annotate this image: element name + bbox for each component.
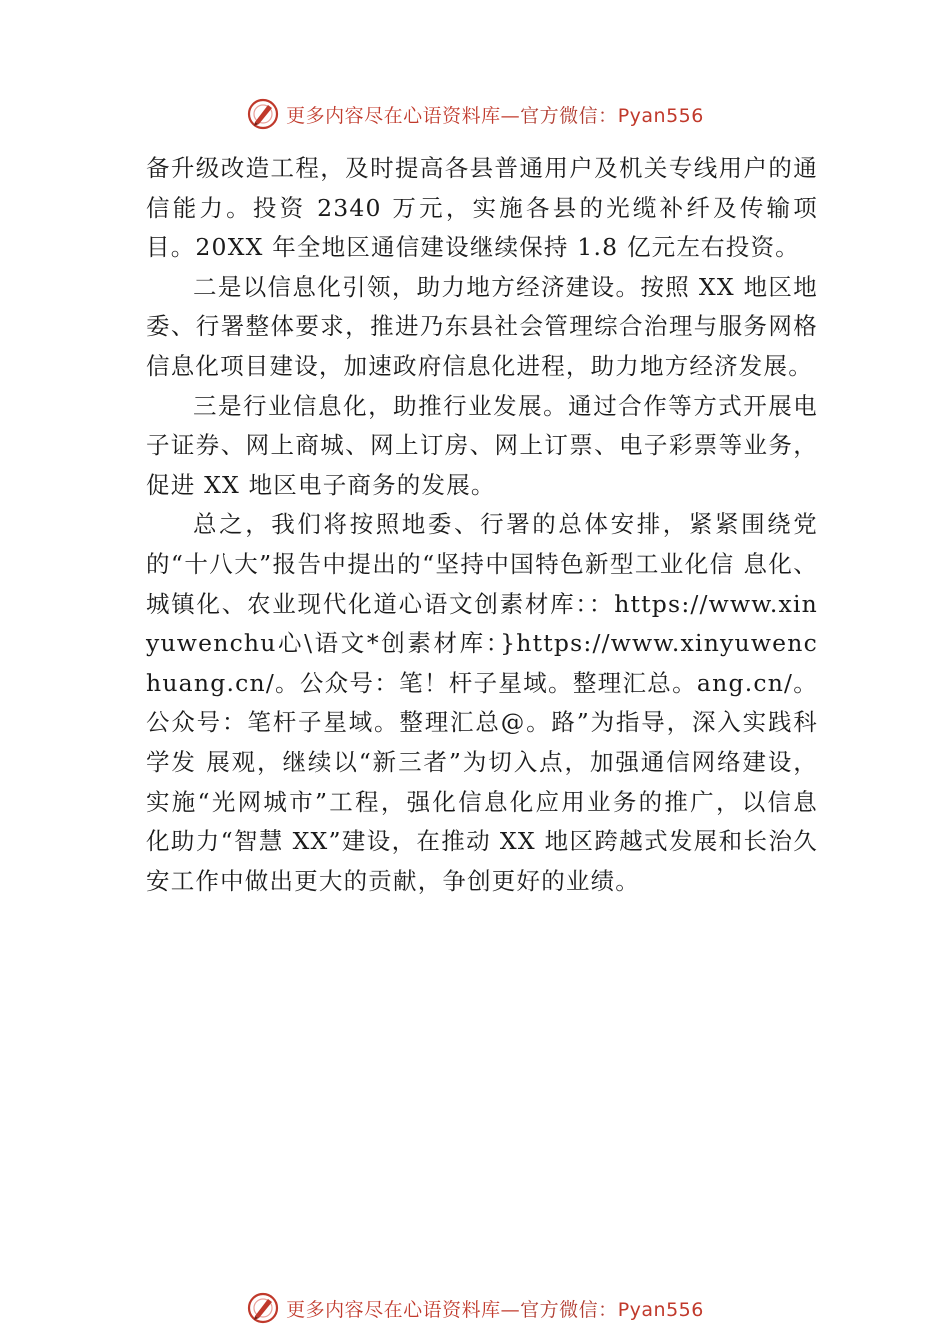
paragraph-4: 总之，我们将按照地委、行署的总体安排，紧紧围绕党的“十八大”报告中提出的“坚持中国特色新型工业化信 息化、城镇化、农业现代化道心语文创素材库：：https://www.xinyuwenchu心\语文*创素材库：}https://www.xinyuwenchuang.cn/。公众号：笔！杆子星域。整理汇总。ang.cn/。公众号：笔杆子星域。整理汇总@。路”为指导，深入实践科学发 展观，继续以“新三者”为切入点，加强通信网络建设，实施“光网城市”工程，强化信息化应用业务的推广，以信息 化助力“智慧 XX”建设，在推动 XX 地区跨越式发展和长治久安工作中做出更大的贡献，争创更好的业绩。 bbox=[146, 510, 818, 895]
document-body bbox=[146, 149, 818, 901]
header-wechat-id: Pyan556 bbox=[617, 104, 704, 127]
paragraph-3: 三是行业信息化，助推行业发展。通过合作等方式开展电子证券、网上商城、网上订房、网上订票、电子彩票等业务，促进 XX 地区电子商务的发展。 bbox=[146, 391, 818, 499]
footer-brand-text: 更多内容尽在心语资料库 bbox=[286, 1298, 501, 1321]
pen-seal-icon bbox=[246, 1291, 280, 1325]
paragraph-1: 备升级改造工程，及时提高各县普通用户及机关专线用户的通信能力。投资 2340 万元，实施各县的光缆补纤及传输项目。20XX 年全地区通信建设继续保持 1.8 亿元左右投资。 bbox=[146, 154, 818, 262]
footer-banner bbox=[0, 1288, 950, 1328]
footer-text bbox=[286, 1295, 704, 1322]
footer-wechat-label: 官方微信： bbox=[520, 1298, 618, 1321]
header-text bbox=[286, 101, 704, 128]
header-wechat-label: 官方微信： bbox=[520, 104, 618, 127]
pen-seal-icon bbox=[246, 97, 280, 131]
header-banner bbox=[0, 94, 950, 134]
footer-wechat-id: Pyan556 bbox=[617, 1298, 704, 1321]
header-dash: — bbox=[500, 104, 521, 127]
footer-dash: — bbox=[500, 1298, 521, 1321]
header-brand-text: 更多内容尽在心语资料库 bbox=[286, 104, 501, 127]
paragraph-2: 二是以信息化引领，助力地方经济建设。按照 XX 地区地委、行署整体要求，推进乃东县社会管理综合治理与服务网格信息化项目建设，加速政府信息化进程，助力地方经济发展。 bbox=[146, 272, 818, 380]
